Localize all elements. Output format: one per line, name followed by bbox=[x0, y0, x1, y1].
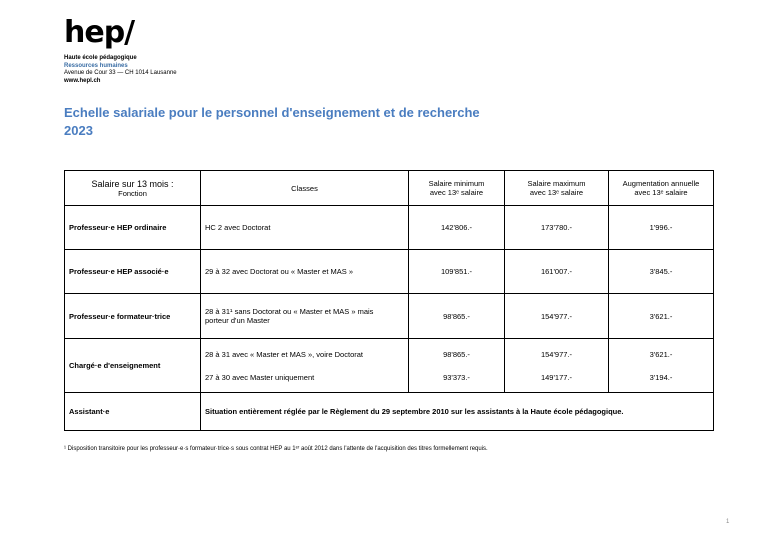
max-a: 154'977.- bbox=[540, 349, 573, 359]
function-cell: Chargé·e d'enseignement bbox=[65, 339, 201, 393]
address: Avenue de Cour 33 — CH 1014 Lausanne bbox=[64, 70, 177, 76]
max-salary-cell bbox=[505, 339, 609, 393]
header-classes: Classes bbox=[201, 171, 409, 206]
table-row bbox=[65, 294, 714, 339]
classes-cell bbox=[201, 339, 409, 393]
classes-line2: porteur d'un Master bbox=[205, 316, 270, 325]
header-function-line2: Fonction bbox=[118, 188, 147, 198]
min-a: 98'865.- bbox=[443, 349, 470, 359]
table-header-row bbox=[65, 171, 714, 206]
min-b: 93'373.- bbox=[443, 372, 470, 382]
table-row bbox=[65, 250, 714, 294]
function-cell: Professeur·e HEP associé·e bbox=[65, 250, 201, 294]
min-salary-cell: 98'865.- bbox=[409, 294, 505, 339]
increase-cell bbox=[609, 339, 714, 393]
hep-logo: hep/ bbox=[64, 15, 135, 50]
classes-cell: 29 à 32 avec Doctorat ou « Master et MAS » bbox=[201, 250, 409, 294]
title-year: 2023 bbox=[64, 123, 93, 138]
organization-block bbox=[64, 55, 177, 85]
header-max bbox=[505, 171, 609, 206]
header-min-line1: Salaire minimum bbox=[428, 179, 485, 188]
classes-a: 28 à 31 avec « Master et MAS », voire Doctorat bbox=[205, 349, 363, 359]
page-number: 1 bbox=[726, 519, 730, 525]
header-function-line1: Salaire sur 13 mois : bbox=[91, 178, 174, 189]
function-cell: Professeur·e HEP ordinaire bbox=[65, 206, 201, 250]
function-cell: Professeur·e formateur·trice bbox=[65, 294, 201, 339]
min-salary-cell: 109'851.- bbox=[409, 250, 505, 294]
assistant-note-cell: Situation entièrement réglée par le Règlement du 29 septembre 2010 sur les assistants à la Haute école pédagogique. bbox=[201, 393, 714, 431]
org-name: Haute école pédagogique bbox=[64, 55, 137, 61]
table-row bbox=[65, 206, 714, 250]
department: Ressources humaines bbox=[64, 62, 128, 69]
salary-table bbox=[64, 170, 714, 431]
header-increase bbox=[609, 171, 714, 206]
max-b: 149'177.- bbox=[540, 372, 573, 382]
table-row bbox=[65, 339, 714, 393]
footnote: ¹ Disposition transitoire pour les professeur·e·s formateur·trice·s sous contrat HEP au 1ᵉʳ août 2012 dans l'attente de l'acquisition des titres formellement requis. bbox=[64, 446, 488, 452]
increase-cell: 1'996.- bbox=[609, 206, 714, 250]
max-salary-cell: 161'007.- bbox=[505, 250, 609, 294]
increase-a: 3'621.- bbox=[649, 349, 673, 359]
min-salary-cell: 142'806.- bbox=[409, 206, 505, 250]
document-title bbox=[64, 104, 480, 140]
header-function bbox=[65, 171, 201, 206]
classes-line1: 28 à 31¹ sans Doctorat ou « Master et MAS » mais bbox=[205, 307, 374, 316]
min-salary-cell bbox=[409, 339, 505, 393]
title-line1: Echelle salariale pour le personnel d'enseignement et de recherche bbox=[64, 105, 480, 120]
header-max-line1: Salaire maximum bbox=[527, 179, 586, 188]
header-min bbox=[409, 171, 505, 206]
classes-b: 27 à 30 avec Master uniquement bbox=[205, 372, 315, 382]
increase-cell: 3'621.- bbox=[609, 294, 714, 339]
increase-cell: 3'845.- bbox=[609, 250, 714, 294]
header-max-line2: avec 13ᵉ salaire bbox=[529, 188, 584, 197]
increase-b: 3'194.- bbox=[649, 372, 673, 382]
header-inc-line1: Augmentation annuelle bbox=[622, 179, 700, 188]
header-min-line2: avec 13ᵉ salaire bbox=[429, 188, 484, 197]
max-salary-cell: 173'780.- bbox=[505, 206, 609, 250]
function-cell: Assistant·e bbox=[65, 393, 201, 431]
header-inc-line2: avec 13ᵉ salaire bbox=[634, 188, 688, 197]
table-row bbox=[65, 393, 714, 431]
max-salary-cell: 154'977.- bbox=[505, 294, 609, 339]
classes-cell: HC 2 avec Doctorat bbox=[201, 206, 409, 250]
website: www.hepl.ch bbox=[64, 77, 101, 84]
classes-cell bbox=[201, 294, 409, 339]
